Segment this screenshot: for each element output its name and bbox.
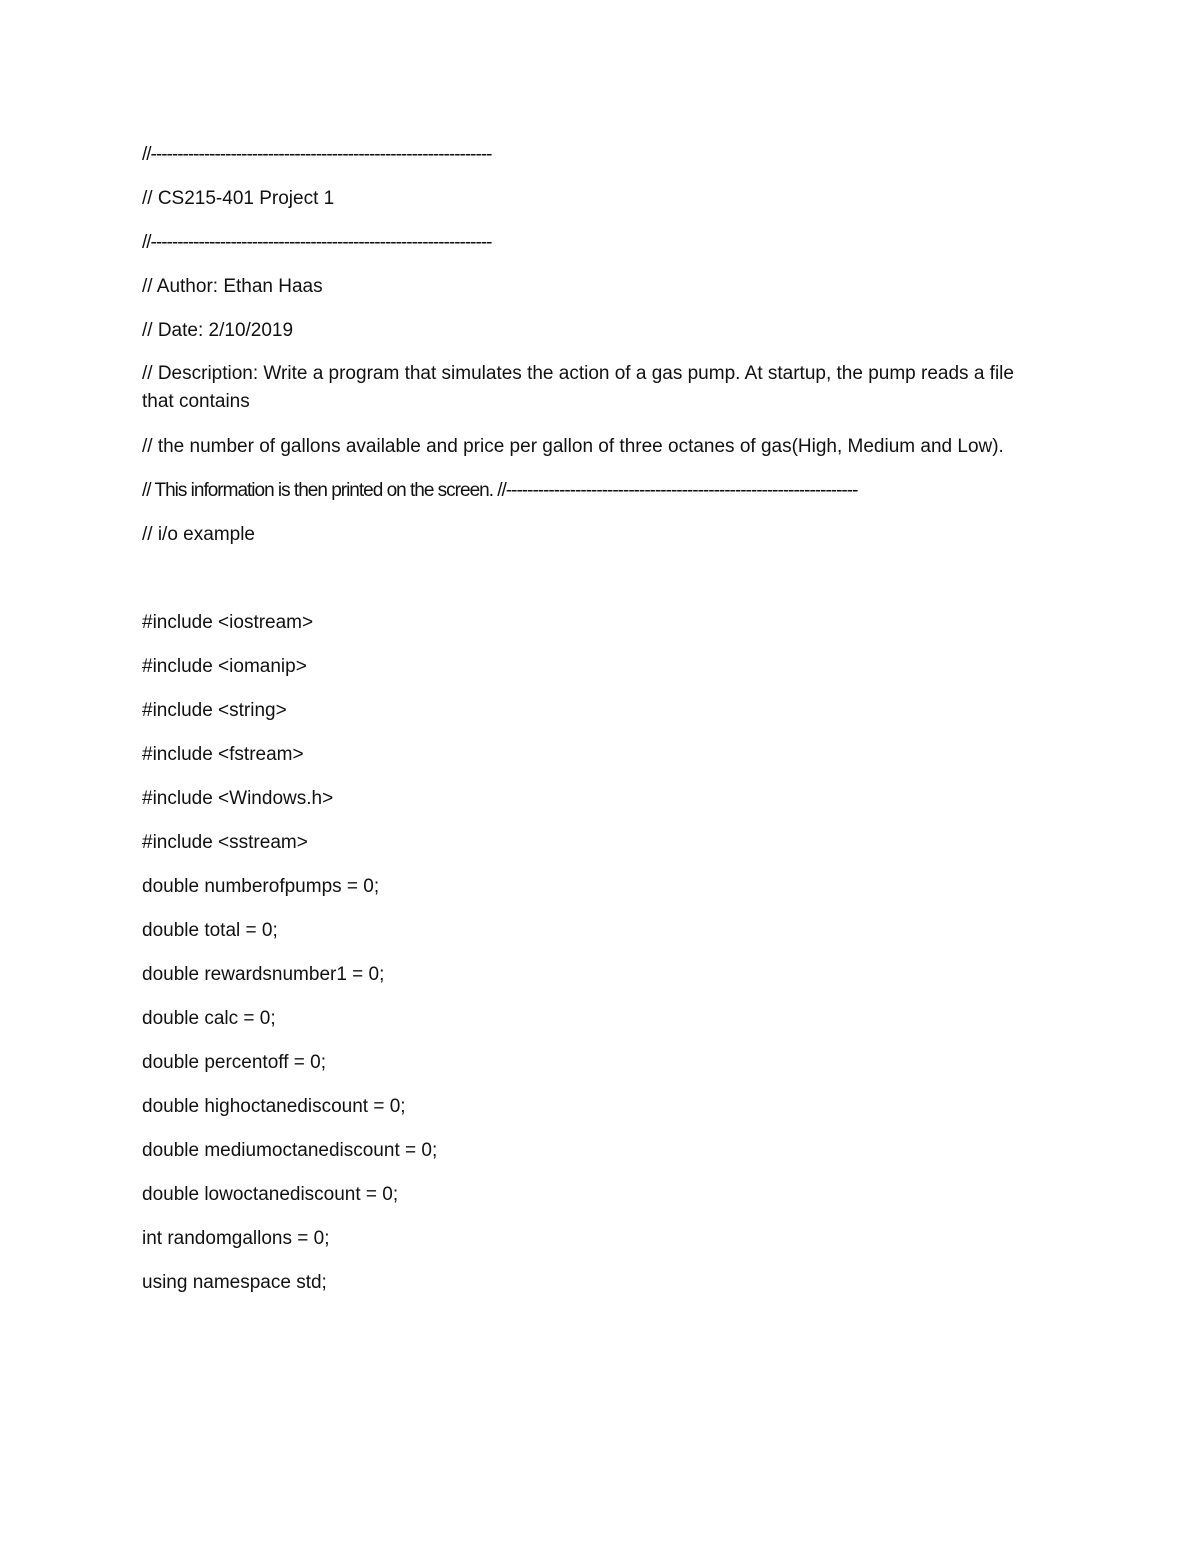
document-body bbox=[142, 140, 1062, 1312]
code-line: double highoctanediscount = 0; bbox=[142, 1096, 406, 1117]
description-line-3: // This information is then printed on the screen. //------------------------------------------------------------------ bbox=[142, 480, 858, 501]
date-line: // Date: 2/10/2019 bbox=[142, 320, 294, 341]
code-line: double rewardsnumber1 = 0; bbox=[142, 964, 385, 985]
author-line: // Author: Ethan Haas bbox=[142, 276, 323, 297]
code-line: #include <Windows.h> bbox=[142, 788, 334, 809]
code-line: double total = 0; bbox=[142, 920, 278, 941]
code-line: #include <iomanip> bbox=[142, 656, 307, 677]
blank-spacer bbox=[142, 564, 1062, 608]
separator-line: //---------------------------------------------------------------- bbox=[142, 232, 492, 253]
code-line: double numberofpumps = 0; bbox=[142, 876, 380, 897]
io-example-line: // i/o example bbox=[142, 524, 255, 545]
project-title-line: // CS215-401 Project 1 bbox=[142, 188, 335, 209]
code-line: #include <string> bbox=[142, 700, 287, 721]
code-line: double percentoff = 0; bbox=[142, 1052, 326, 1073]
code-line: double mediumoctanediscount = 0; bbox=[142, 1140, 438, 1161]
separator-line: //---------------------------------------------------------------- bbox=[142, 144, 492, 165]
code-line: double calc = 0; bbox=[142, 1008, 276, 1029]
code-line: #include <iostream> bbox=[142, 612, 314, 633]
description-line: // Description: Write a program that simulates the action of a gas pump. At startup, the pump reads a file that contains bbox=[142, 363, 1014, 412]
code-line: double lowoctanediscount = 0; bbox=[142, 1184, 399, 1205]
code-line: using namespace std; bbox=[142, 1272, 327, 1293]
code-line: #include <sstream> bbox=[142, 832, 308, 853]
description-line-2: // the number of gallons available and price per gallon of three octanes of gas(High, Medium and Low). bbox=[142, 436, 1004, 457]
code-line: #include <fstream> bbox=[142, 744, 304, 765]
code-line: int randomgallons = 0; bbox=[142, 1228, 330, 1249]
